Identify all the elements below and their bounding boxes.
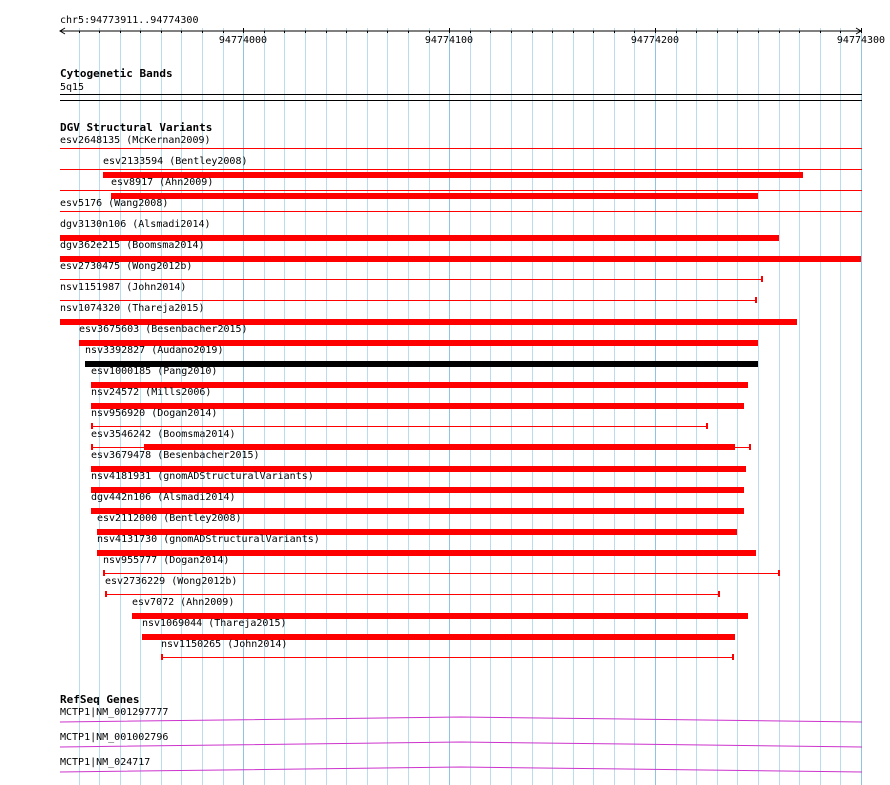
dgv-feature-label[interactable]: esv2736229 (Wong2012b) [105,576,238,587]
dgv-feature-bar[interactable] [111,193,758,199]
dgv-track-title: DGV Structural Variants [60,121,213,134]
cytoband-line[interactable] [60,94,862,95]
dgv-feature-label[interactable]: nsv956920 (Dogan2014) [91,408,218,419]
dgv-feature-label[interactable]: dgv3130n106 (Alsmadi2014) [60,219,211,230]
dgv-feature-end-tick [778,570,780,576]
dgv-feature-line[interactable] [161,657,733,658]
ruler-tick [655,28,656,33]
dgv-feature-label[interactable]: esv3546242 (Boomsma2014) [91,429,236,440]
refseq-gene-label[interactable]: MCTP1|NM_001297777 [60,707,169,718]
dgv-feature-label[interactable]: esv3675603 (Besenbacher2015) [79,324,248,335]
ruler[interactable] [0,0,890,40]
track-separator [60,100,862,101]
dgv-feature-start-tick [105,591,107,597]
ruler-tick [346,31,347,33]
dgv-feature-label[interactable]: esv2133594 (Bentley2008) [103,156,248,167]
dgv-feature-label[interactable]: esv5176 (Wang2008) [60,198,169,209]
dgv-feature-start-tick [161,654,163,660]
dgv-feature-label[interactable]: nsv3392827 (Audano2019) [85,345,224,356]
dgv-feature-label[interactable]: esv3679478 (Besenbacher2015) [91,450,260,461]
ruler-tick [305,31,306,33]
dgv-feature-label[interactable]: esv2112000 (Bentley2008) [97,513,242,524]
dgv-feature-line[interactable] [60,279,762,280]
ruler-tick-label: 94774200 [630,35,680,46]
dgv-feature-label[interactable]: nsv1069044 (Thareja2015) [142,618,287,629]
dgv-feature-line[interactable] [60,300,756,301]
ruler-tick [181,31,182,33]
cytoband-track-title: Cytogenetic Bands [60,67,173,80]
ruler-tick [614,31,615,33]
refseq-gene-intron-line[interactable] [60,741,862,751]
ruler-tick [99,31,100,33]
ruler-tick [532,31,533,33]
dgv-feature-line[interactable] [60,148,862,149]
ruler-tick [202,31,203,33]
ruler-tick [696,31,697,33]
ruler-tick [573,31,574,33]
ruler-tick-label: 94774300 [836,35,886,46]
ruler-tick [264,31,265,33]
refseq-gene-label[interactable]: MCTP1|NM_001002796 [60,732,169,743]
ruler-tick [161,31,162,33]
dgv-feature-label[interactable]: nsv24572 (Mills2006) [91,387,212,398]
dgv-feature-label[interactable]: esv7072 (Ahn2009) [132,597,235,608]
dgv-feature-label[interactable]: nsv1151987 (John2014) [60,282,187,293]
ruler-tick [79,31,80,33]
refseq-gene-label[interactable]: MCTP1|NM_024717 [60,757,151,768]
dgv-feature-end-tick [761,276,763,282]
ruler-tick [140,31,141,33]
ruler-tick [737,31,738,33]
dgv-feature-label[interactable]: nsv1074320 (Thareja2015) [60,303,205,314]
dgv-feature-label[interactable]: dgv362e215 (Boomsma2014) [60,240,205,251]
ruler-tick [861,28,862,33]
ruler-tick [243,28,244,33]
grid-line [840,28,841,785]
dgv-feature-label[interactable]: dgv442n106 (Alsmadi2014) [91,492,236,503]
ruler-tick [223,31,224,33]
ruler-tick [284,31,285,33]
dgv-feature-end-tick [718,591,720,597]
ruler-tick-label: 94774100 [424,35,474,46]
ruler-tick [490,31,491,33]
ruler-tick [408,31,409,33]
grid-line [861,28,862,785]
cytoband-label[interactable]: 5q15 [60,82,85,93]
ruler-tick [634,31,635,33]
grid-line [758,28,759,785]
dgv-feature-end-tick [706,423,708,429]
ruler-tick [367,31,368,33]
ruler-tick [429,31,430,33]
ruler-tick [676,31,677,33]
grid-line [799,28,800,785]
ruler-tick [799,31,800,33]
dgv-feature-line[interactable] [60,169,862,170]
dgv-feature-label[interactable]: nsv4181931 (gnomADStructuralVariants) [91,471,314,482]
dgv-feature-label[interactable]: nsv1150265 (John2014) [161,639,288,650]
location-label: chr5:94773911..94774300 [60,15,199,26]
ruler-tick [717,31,718,33]
dgv-feature-label[interactable]: esv1000185 (Pang2010) [91,366,218,377]
ruler-tick [449,28,450,33]
dgv-feature-label[interactable]: nsv955777 (Dogan2014) [103,555,230,566]
ruler-tick [820,31,821,33]
dgv-feature-end-tick [749,444,751,450]
ruler-tick [470,31,471,33]
ruler-tick [326,31,327,33]
dgv-feature-line[interactable] [91,426,707,427]
dgv-feature-line[interactable] [105,594,719,595]
ruler-tick [779,31,780,33]
dgv-feature-label[interactable]: esv8917 (Ahn2009) [111,177,214,188]
ruler-tick [552,31,553,33]
dgv-feature-end-tick [755,297,757,303]
dgv-feature-label[interactable]: esv2730475 (Wong2012b) [60,261,193,272]
dgv-feature-label[interactable]: esv2648135 (McKernan2009) [60,135,211,146]
grid-line [779,28,780,785]
dgv-feature-line[interactable] [60,211,862,212]
refseq-gene-intron-line[interactable] [60,716,862,726]
dgv-feature-end-tick [732,654,734,660]
ruler-tick [387,31,388,33]
ruler-tick [120,31,121,33]
refseq-track-title: RefSeq Genes [60,693,140,706]
dgv-feature-line[interactable] [60,190,862,191]
ruler-tick [593,31,594,33]
ruler-tick [840,31,841,33]
dgv-feature-label[interactable]: nsv4131730 (gnomADStructuralVariants) [97,534,320,545]
refseq-gene-intron-line[interactable] [60,766,862,776]
ruler-tick [758,31,759,33]
dgv-feature-line[interactable] [103,573,779,574]
ruler-tick-label: 94774000 [218,35,268,46]
grid-line [820,28,821,785]
ruler-tick [511,31,512,33]
